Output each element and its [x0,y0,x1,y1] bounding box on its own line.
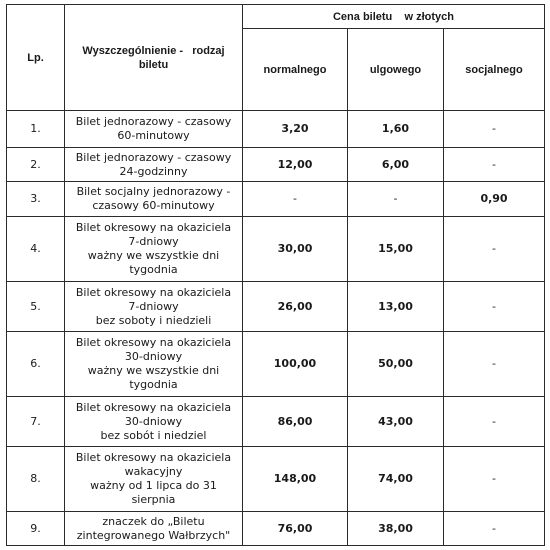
price-reduced: 74,00 [348,447,444,512]
price-reduced: 6,00 [348,148,444,182]
header-description: Wyszczególnienie - rodzaj biletu [65,5,243,111]
row-number: 8. [7,447,65,512]
table-row [7,111,545,148]
table-row [7,332,545,397]
header-lp: Lp. [7,5,65,111]
price-reduced: 13,00 [348,282,444,332]
price-social: - [444,282,545,332]
ticket-description: Bilet okresowy na okaziciela 30-dniowy bez sobót i niedziel [65,397,243,447]
price-table-container [6,4,545,546]
price-social: - [444,447,545,512]
price-social: - [444,148,545,182]
ticket-description: Bilet jednorazowy - czasowy 24-godzinny [65,148,243,182]
price-social: - [444,332,545,397]
header-social: socjalnego [444,29,545,111]
table-row [7,397,545,447]
table-body [7,111,545,546]
price-reduced: 1,60 [348,111,444,148]
ticket-description: Bilet jednorazowy - czasowy 60-minutowy [65,111,243,148]
price-normal: 12,00 [243,148,348,182]
price-reduced: 50,00 [348,332,444,397]
ticket-description: Bilet okresowy na okaziciela 7-dniowy bez soboty i niedzieli [65,282,243,332]
row-number: 5. [7,282,65,332]
ticket-description: Bilet okresowy na okaziciela 7-dniowy ważny we wszystkie dni tygodnia [65,217,243,282]
ticket-description: znaczek do „Biletu zintegrowanego Wałbrzych" [65,512,243,546]
price-normal: 26,00 [243,282,348,332]
price-reduced: 38,00 [348,512,444,546]
ticket-description: Bilet socjalny jednorazowy - czasowy 60-minutowy [65,182,243,217]
table-row [7,282,545,332]
header-row-top [7,5,545,29]
price-normal: 30,00 [243,217,348,282]
table-row [7,512,545,546]
header-reduced: ulgowego [348,29,444,111]
price-social: - [444,397,545,447]
price-social: 0,90 [444,182,545,217]
price-reduced: - [348,182,444,217]
price-normal: 100,00 [243,332,348,397]
row-number: 2. [7,148,65,182]
row-number: 1. [7,111,65,148]
price-social: - [444,111,545,148]
price-social: - [444,217,545,282]
ticket-description: Bilet okresowy na okaziciela 30-dniowy ważny we wszystkie dni tygodnia [65,332,243,397]
table-row [7,217,545,282]
ticket-description: Bilet okresowy na okaziciela wakacyjny ważny od 1 lipca do 31 sierpnia [65,447,243,512]
row-number: 3. [7,182,65,217]
price-normal: 3,20 [243,111,348,148]
row-number: 6. [7,332,65,397]
ticket-price-table [6,4,545,546]
price-normal: - [243,182,348,217]
header-price-group: Cena biletu w złotych [243,5,545,29]
table-row [7,447,545,512]
price-reduced: 15,00 [348,217,444,282]
table-row [7,182,545,217]
price-normal: 86,00 [243,397,348,447]
row-number: 7. [7,397,65,447]
price-normal: 76,00 [243,512,348,546]
price-normal: 148,00 [243,447,348,512]
header-normal: normalnego [243,29,348,111]
price-reduced: 43,00 [348,397,444,447]
table-row [7,148,545,182]
price-social: - [444,512,545,546]
row-number: 4. [7,217,65,282]
row-number: 9. [7,512,65,546]
